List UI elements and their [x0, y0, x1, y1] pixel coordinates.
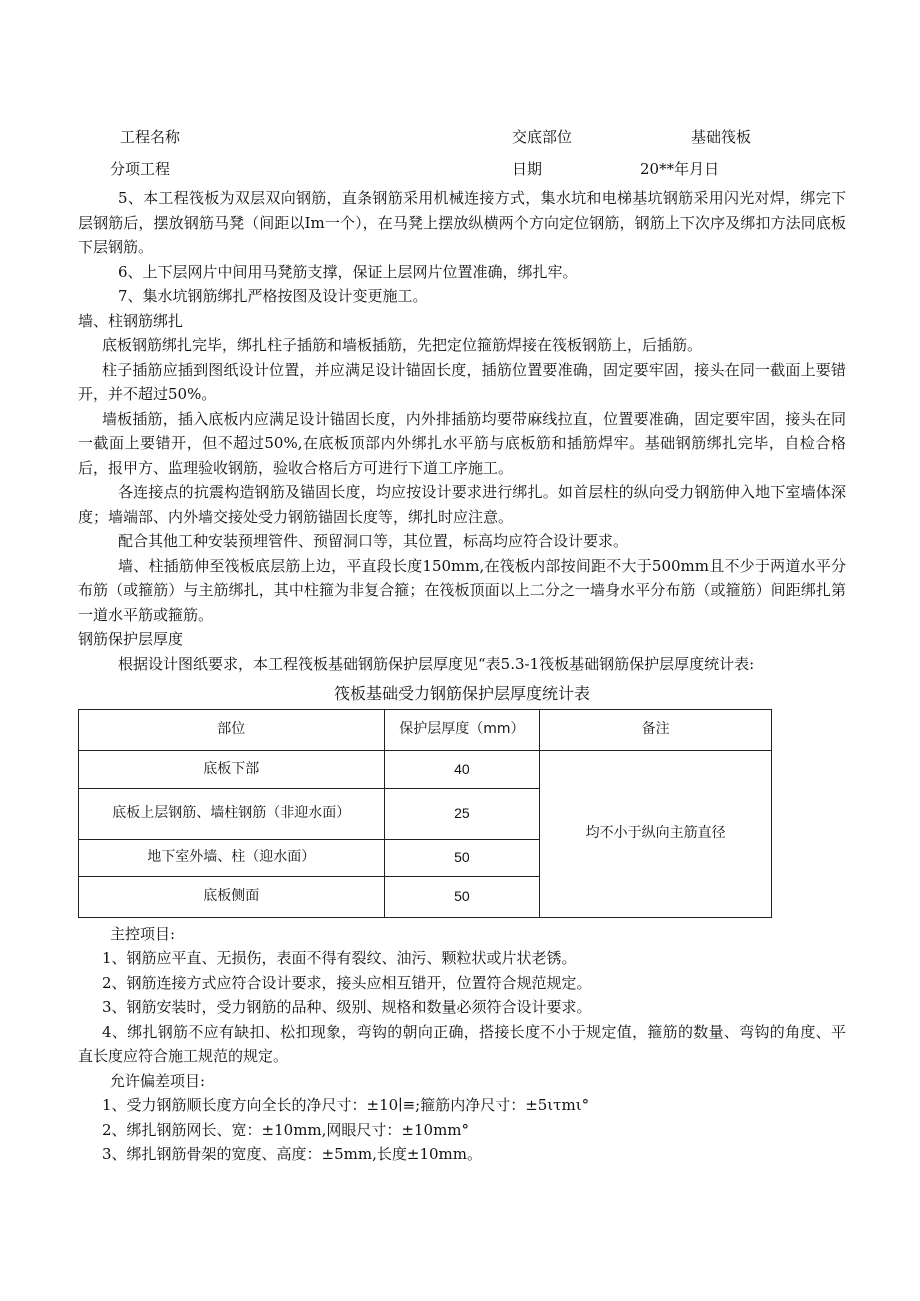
table-cell-location: 底板侧面	[79, 876, 385, 917]
main-control-item-1: 1、钢筋应平直、无损伤，表面不得有裂纹、油污、颗粒状或片状老锈。	[102, 949, 577, 967]
main-control-item-4: 4、绑扎钢筋不应有缺扣、松扣现象，弯钩的朝向正确，搭接长度不小于规定值，箍筋的数量、弯钩的角度、平直长度应符合施工规范的规定。	[78, 1022, 846, 1065]
document-body	[78, 186, 846, 1167]
section-heading-cover: 钢筋保护层厚度	[78, 630, 184, 648]
main-control-title: 主控项目:	[110, 924, 176, 943]
table-cell-thickness: 40	[384, 750, 540, 788]
paragraph-wall-6: 墙、柱插筋伸至筏板底层筋上边，平直段长度150mm,在筏板内部按间距不大于500mm且不少于两道水平分布筋（或箍筋）与主筋绑扎，其中柱箍为非复合箍；在筏板顶面以上二分之一墙身水平分布筋（或箍筋）间距绑扎第一道水平筋或箍筋。	[78, 556, 846, 624]
table-cell-location: 底板上层钢筋、墙柱钢筋（非迎水面）	[79, 788, 385, 839]
date-label: 日期	[512, 160, 543, 178]
main-control-item-2: 2、钢筋连接方式应符合设计要求，接头应相互错开，位置符合规范规定。	[102, 973, 592, 992]
table-cell-remark: 均不小于纵向主筋直径	[540, 750, 772, 917]
table-row	[79, 750, 772, 788]
table-caption: 筏板基础受力钢筋保护层厚度统计表	[333, 684, 590, 703]
table-cell-location: 地下室外墙、柱（迎水面）	[79, 839, 385, 876]
paragraph-wall-3: 墙板插筋，插入底板内应满足设计锚固长度，内外排插筋均要带麻线拉直，位置要准确，固定要牢固，接头在同一截面上要错开，但不超过50%,在底板顶部内外绑扎水平筋与底板筋和插筋焊牢。基础钢筋绑扎完毕，自检合格后，报甲方、监理验收钢筋，验收合格后方可进行下道工序施工。	[78, 409, 846, 477]
tolerance-item-1: 1、受力钢筋顺长度方向全长的净尺寸：±10∣≡;箍筋内净尺寸：±5ιτmι°	[102, 1096, 590, 1114]
table-header-row	[79, 709, 772, 750]
table-header-cell: 部位	[79, 709, 385, 750]
location-label: 交底部位	[512, 128, 573, 146]
tolerance-title: 允许偏差项目:	[110, 1071, 206, 1090]
cover-thickness-table	[78, 709, 772, 918]
table-cell-thickness: 25	[384, 788, 540, 839]
paragraph-wall-4: 各连接点的抗震构造钢筋及锚固长度，均应按设计要求进行绑扎。如首层柱的纵向受力钢筋伸入地下室墙体深度；墙端部、内外墙交接处受力钢筋锚固长度等，绑扎时应注意。	[78, 483, 846, 526]
section-heading-wall-column: 墙、柱钢筋绑扎	[78, 311, 184, 330]
tolerance-item-3: 3、绑扎钢筋骨架的宽度、高度：±5mm,长度±10mm。	[102, 1145, 482, 1163]
table-cell-location: 底板下部	[79, 750, 385, 788]
table-cell-thickness: 50	[384, 839, 540, 876]
main-control-item-3: 3、钢筋安装时，受力钢筋的品种、级别、规格和数量必须符合设计要求。	[102, 998, 592, 1016]
paragraph-wall-5: 配合其他工种安装预埋管件、预留洞口等，其位置，标高均应符合设计要求。	[118, 532, 629, 550]
paragraph-wall-2: 柱子插筋应插到图纸设计位置，并应满足设计锚固长度，插筋位置要准确，固定要牢固，接头在同一截面上要错开，并不超过50%。	[78, 360, 846, 403]
date-value: 20**年月日	[640, 160, 720, 178]
subitem-label: 分项工程	[110, 160, 171, 178]
table-header-cell: 备注	[540, 709, 772, 750]
paragraph-5: 5、本工程筏板为双层双向钢筋，直条钢筋采用机械连接方式，集水坑和电梯基坑钢筋采用闪光对焊，绑完下层钢筋后，摆放钢筋马凳（间距以Im一个），在马凳上摆放纵横两个方向定位钢筋，钢筋上下次序及绑扣方法同底板下层钢筋。	[78, 189, 846, 256]
project-name-label: 工程名称	[120, 128, 181, 146]
location-value: 基础筏板	[691, 128, 752, 146]
table-cell-thickness: 50	[384, 876, 540, 917]
table-header-cell: 保护层厚度（mm）	[384, 709, 540, 750]
paragraph-7: 7、集水坑钢筋绑扎严格按图及设计变更施工。	[118, 287, 428, 305]
paragraph-6: 6、上下层网片中间用马凳筋支撑，保证上层网片位置准确，绑扎牢。	[118, 262, 578, 281]
paragraph-wall-1: 底板钢筋绑扎完毕，绑扎柱子插筋和墙板插筋，先把定位箍筋焊接在筏板钢筋上，后插筋。	[102, 336, 703, 354]
paragraph-cover-1: 根据设计图纸要求，本工程筏板基础钢筋保护层厚度见“表5.3-1筏板基础钢筋保护层厚度统计表:	[118, 654, 755, 673]
tolerance-item-2: 2、绑扎钢筋网长、宽：±10mm,网眼尺寸：±10mm°	[102, 1120, 470, 1139]
